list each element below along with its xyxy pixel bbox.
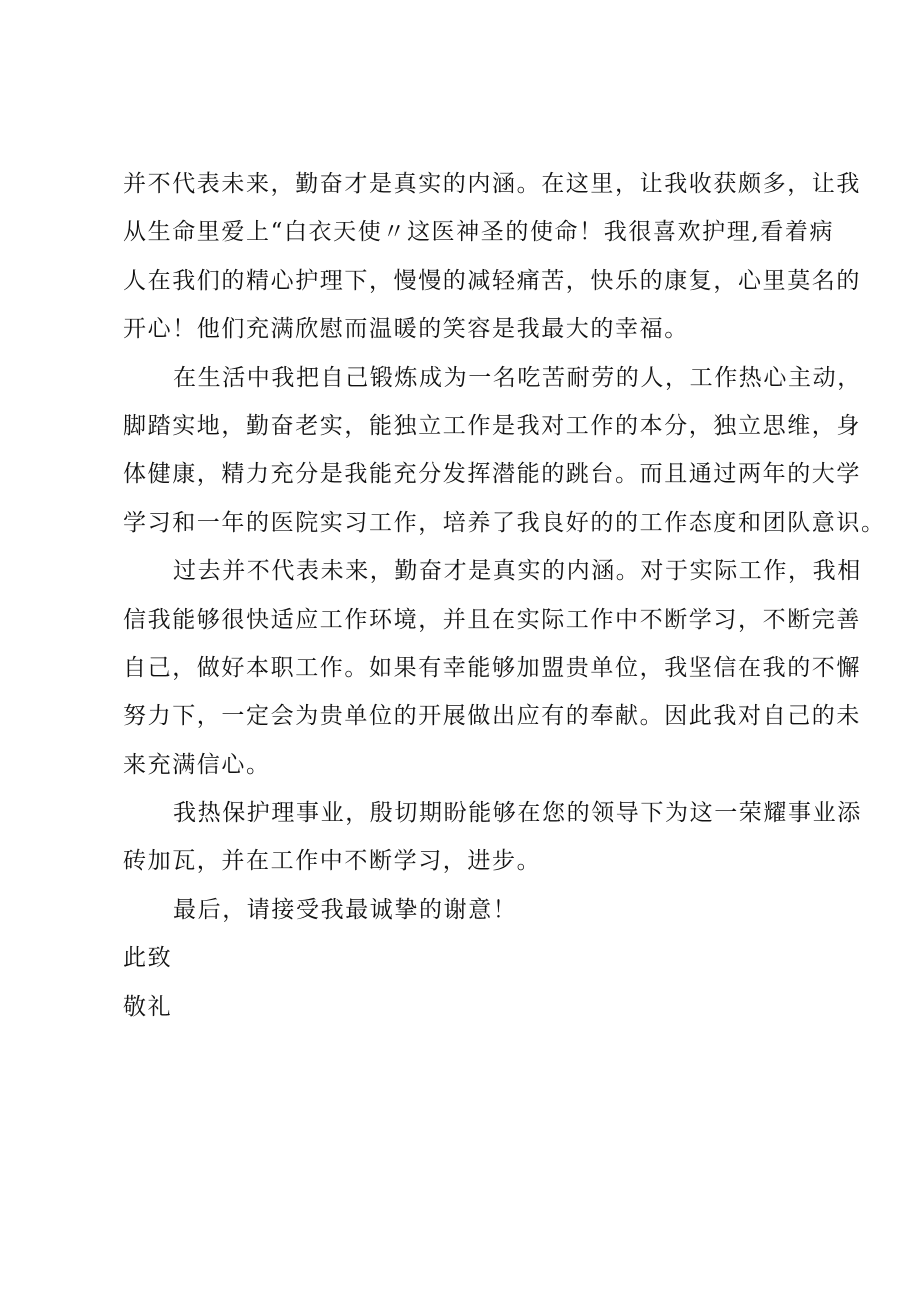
- text-line: 脚踏实地，勤奋老实，能独立工作是我对工作的本分，独立思维，身: [123, 412, 861, 439]
- closing-thanks: 最后，请接受我最诚挚的谢意！: [173, 896, 518, 923]
- text-line: 自己，做好本职工作。如果有幸能够加盟贵单位，我坚信在我的不懈: [123, 654, 861, 681]
- paragraph-start-line: 过去并不代表未来，勤奋才是真实的内涵。对于实际工作，我相: [173, 558, 862, 585]
- text-line: 学习和一年的医院实习工作，培养了我良好的的工作态度和团队意识。: [123, 509, 886, 536]
- paragraph-start-line: 在生活中我把自己锻炼成为一名吃苦耐劳的人，工作热心主动，: [173, 364, 862, 391]
- text-line: 并不代表未来，勤奋才是真实的内涵。在这里，让我收获颇多，让我: [123, 171, 861, 197]
- text-line: 人在我们的精心护理下，慢慢的减轻痛苦，快乐的康复，心里莫名的: [123, 267, 861, 294]
- letter-body: [123, 160, 886, 1031]
- text-line: 体健康，精力充分是我能充分发挥潜能的跳台。而且通过两年的大学: [123, 461, 861, 488]
- text-line: 从生命里爱上“白衣天使〃这医神圣的使命！我很喜欢护理,看着病: [123, 219, 835, 246]
- text-line: 来充满信心。: [123, 751, 271, 778]
- text-line: 开心！他们充满欣慰而温暖的笑容是我最大的幸福。: [123, 316, 689, 343]
- text-line: 努力下，一定会为贵单位的开展做出应有的奉献。因此我对自己的未: [123, 703, 861, 730]
- text-line: 砖加瓦，并在工作中不断学习，进步。: [123, 848, 542, 875]
- salutation-jingli: 敬礼: [123, 993, 173, 1020]
- salutation-cizhi: 此致: [123, 945, 173, 972]
- text-line: 信我能够很快适应工作环境，并且在实际工作中不断学习，不断完善: [123, 606, 861, 633]
- paragraph-start-line: 我热保护理事业，殷切期盼能够在您的领导下为这一荣耀事业添: [173, 800, 862, 827]
